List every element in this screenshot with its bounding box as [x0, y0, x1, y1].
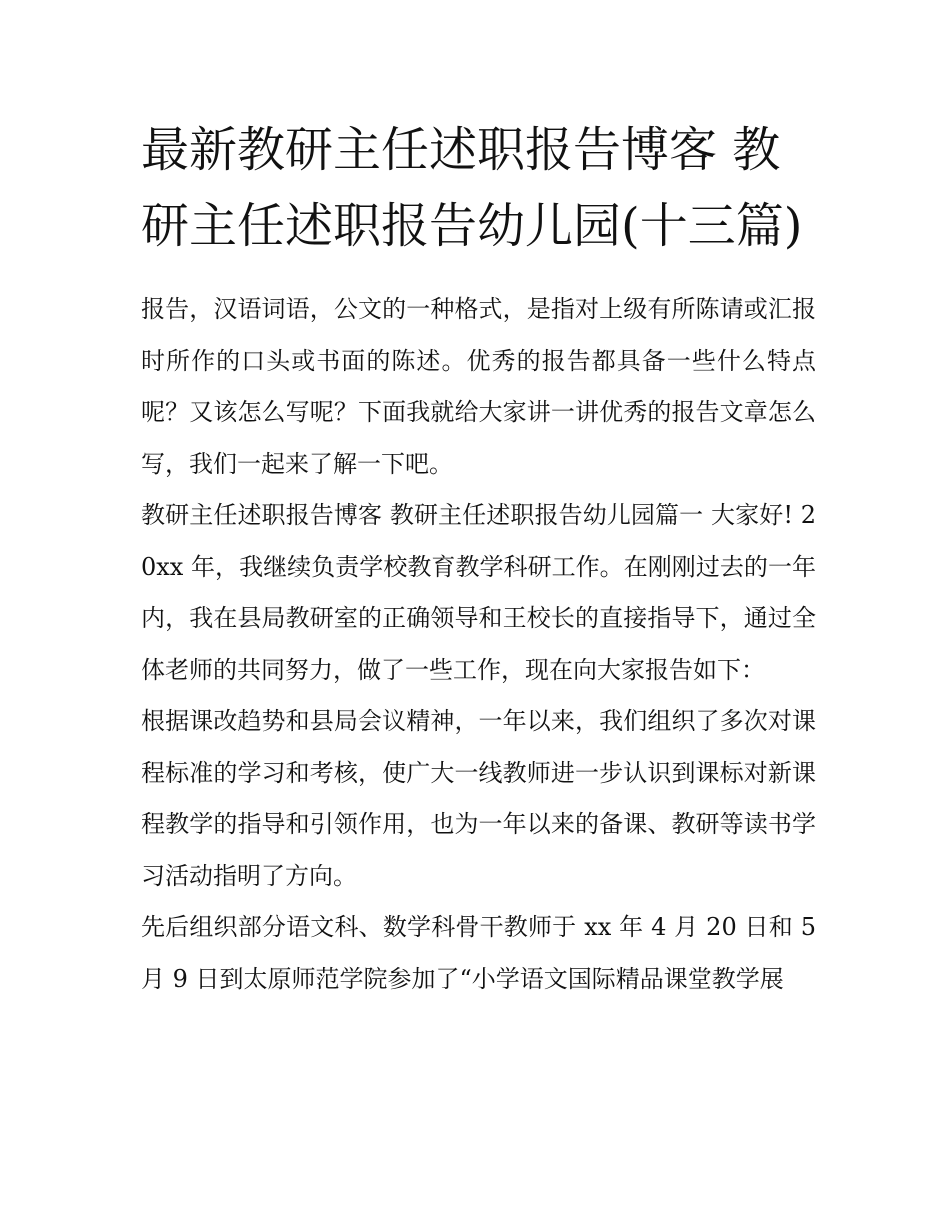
paragraph-opening: 教研主任述职报告博客 教研主任述职报告幼儿园篇一 大家好! 20xx 年，我继续负责学校教育教学科研工作。在刚刚过去的一年内，我在县局教研室的正确领导和王校长的直接指导下，通过全体老师的共同努力，做了一些工作，现在向大家报告如下：: [141, 501, 816, 684]
document-title: 最新教研主任述职报告博客 教研主任述职报告幼儿园(十三篇): [141, 122, 803, 254]
paragraph-curriculum: 根据课改趋势和县局会议精神，一年以来，我们组织了多次对课程标准的学习和考核，使广大一线教师进一步认识到课标对新课程教学的指导和引领作用，也为一年以来的备课、教研等读书学习活动指明了方向。: [141, 707, 816, 890]
document-body: [141, 284, 816, 1005]
paragraph-training: 先后组织部分语文科、数学科骨干教师于 xx 年 4 月 20 日和 5 月 9 日到太原师范学院参加了“小学语文国际精品课堂教学展: [141, 913, 816, 993]
document-content: [141, 112, 816, 1005]
paragraph-intro: 报告，汉语词语，公文的一种格式，是指对上级有所陈请或汇报时所作的口头或书面的陈述。优秀的报告都具备一些什么特点呢？又该怎么写呢？下面我就给大家讲一讲优秀的报告文章怎么写，我们一起来了解一下吧。: [141, 295, 816, 478]
